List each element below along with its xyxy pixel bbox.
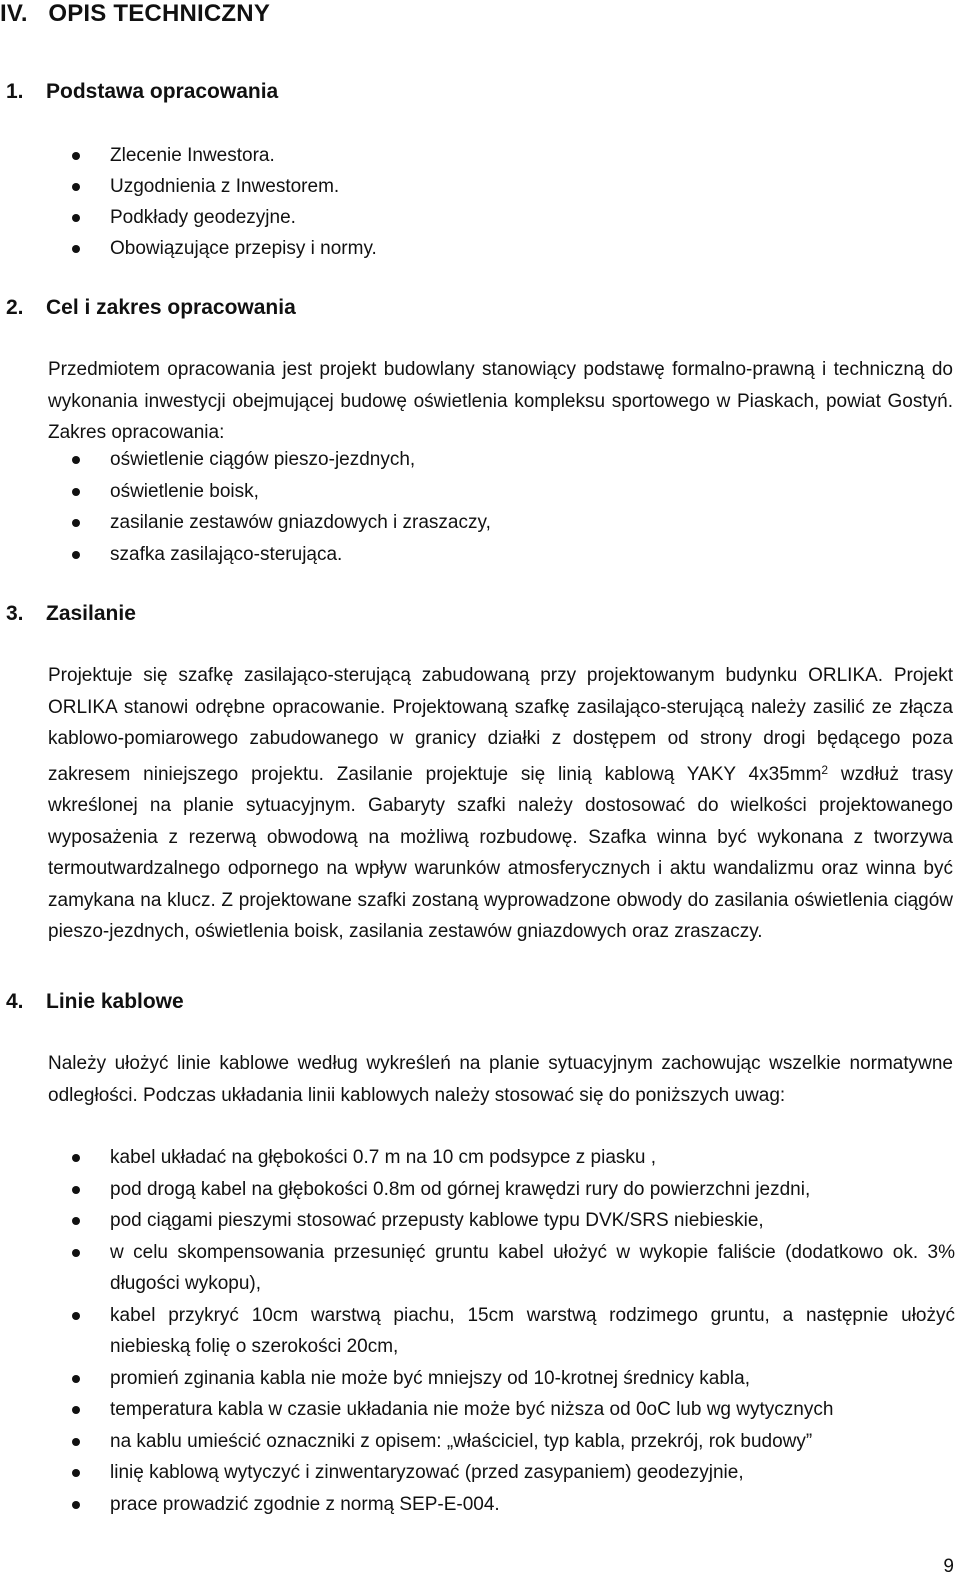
bullet-icon [72, 1312, 80, 1320]
section-2-heading [6, 296, 296, 320]
section-3-paragraph: Projektuje się szafkę zasilająco-sterującą zabudowaną przy projektowanym budynku ORLIKA. Projekt ORLIKA stanowi odrębne opracowanie. Projektowaną szafkę zasilająco-sterującą należy zasilić ze złącza kablowo-pomiarowego zabudowanego w granicy działki z dostępem od strony drogi będącego poza zakresem niniejszego projektu. Zasilanie projektuje się linią kablową YAKY $4x35mm^2$ wzdłuż trasy wkreślonej na planie sytuacyjnym. Gabaryty szafki należy dostosować do wielkości projektowanego wyposażenia z rezerwą obwodową na możliwą rozbudowę. Szafka winna być wykonana z tworzywa termoutwardzalnego odpornego na wpływ warunków atmosferycznych i aktu wandalizmu oraz winna być zamykana na klucz. Z projektowane szafki zostaną wyprowadzone obwody do zasilania oświetlenia ciągów pieszo-jezdnych, oświetlenia boisk, zasilania zestawów gniazdowych oraz zraszaczy. [48, 665, 953, 942]
bullet-icon [72, 1186, 80, 1194]
section-1-heading [6, 80, 278, 104]
bullet-icon [72, 1469, 80, 1477]
bullet-icon [72, 1154, 80, 1162]
bullet-icon [72, 488, 80, 496]
bullet-icon [72, 1217, 80, 1225]
list-item: oświetlenie ciągów pieszo-jezdnych, [0, 444, 955, 476]
list-item: oświetlenie boisk, [0, 476, 955, 508]
list-item: temperatura kabla w czasie układania nie może być niższa od 0oC lub wg wytycznych [0, 1394, 955, 1426]
list-item: Zlecenie Inwestora. [0, 140, 955, 171]
chapter-title: IV. OPIS TECHNICZNY [0, 0, 271, 27]
section-1-number: 1. [6, 80, 24, 103]
bullet-icon [72, 519, 80, 527]
bullet-icon [72, 1501, 80, 1509]
section-4-heading [6, 990, 184, 1014]
list-item: kabel przykryć 10cm warstwą piachu, 15cm warstwą rodzimego gruntu, a następnie ułożyć niebieską folię o szerokości 20cm, [0, 1300, 955, 1363]
section-3-heading [6, 602, 136, 626]
section-3-number: 3. [6, 602, 24, 625]
bullet-icon [72, 1249, 80, 1257]
list-item: na kablu umieścić oznaczniki z opisem: „właściciel, typ kabla, przekrój, rok budowy” [0, 1426, 955, 1458]
bullet-icon [72, 214, 80, 222]
list-item: promień zginania kabla nie może być mniejszy od 10-krotnej średnicy kabla, [0, 1363, 955, 1395]
bullet-icon [72, 1438, 80, 1446]
bullet-icon [72, 551, 80, 559]
section-2-list [0, 444, 955, 570]
page-number: 9 [943, 1556, 954, 1577]
section-1-title: Podstawa opracowania [46, 80, 279, 103]
section-3-title: Zasilanie [46, 602, 136, 625]
list-item: w celu skompensowania przesunięć gruntu kabel ułożyć w wykopie faliście (dodatkowo ok. 3% długości wykopu), [0, 1237, 955, 1300]
bullet-icon [72, 245, 80, 253]
bullet-icon [72, 456, 80, 464]
section-2-paragraph: Przedmiotem opracowania jest projekt budowlany stanowiący podstawę formalno-prawną i techniczną do wykonania inwestycji obejmującej budowę oświetlenia kompleksu sportowego w Piaskach, powiat Gostyń. Zakres opracowania: [48, 359, 953, 443]
section-4-number: 4. [6, 990, 24, 1013]
list-item: prace prowadzić zgodnie z normą SEP-E-004. [0, 1489, 955, 1521]
list-item: zasilanie zestawów gniazdowych i zraszaczy, [0, 507, 955, 539]
list-item: kabel układać na głębokości 0.7 m na 10 cm podsypce z piasku , [0, 1142, 955, 1174]
section-4-list [0, 1142, 955, 1520]
bullet-icon [72, 1406, 80, 1414]
list-item: Obowiązujące przepisy i normy. [0, 233, 955, 264]
section-4-paragraph: Należy ułożyć linie kablowe według wykreśleń na planie sytuacyjnym zachowując wszelkie normatywne odległości. Podczas układania linii kablowych należy stosować się do poniższych uwag: [48, 1053, 953, 1106]
list-item: linię kablową wytyczyć i zinwentaryzować (przed zasypaniem) geodezyjnie, [0, 1457, 955, 1489]
section-1-list [0, 140, 955, 264]
section-4-title: Linie kablowe [46, 990, 184, 1013]
section-2-number: 2. [6, 296, 24, 319]
list-item: pod drogą kabel na głębokości 0.8m od górnej krawędzi rury do powierzchni jezdni, [0, 1174, 955, 1206]
bullet-icon [72, 152, 80, 160]
section-2-title: Cel i zakres opracowania [46, 296, 296, 319]
list-item: pod ciągami pieszymi stosować przepusty kablowe typu DVK/SRS niebieskie, [0, 1205, 955, 1237]
bullet-icon [72, 183, 80, 191]
list-item: szafka zasilająco-sterująca. [0, 539, 955, 571]
list-item: Podkłady geodezyjne. [0, 202, 955, 233]
bullet-icon [72, 1375, 80, 1383]
list-item: Uzgodnienia z Inwestorem. [0, 171, 955, 202]
